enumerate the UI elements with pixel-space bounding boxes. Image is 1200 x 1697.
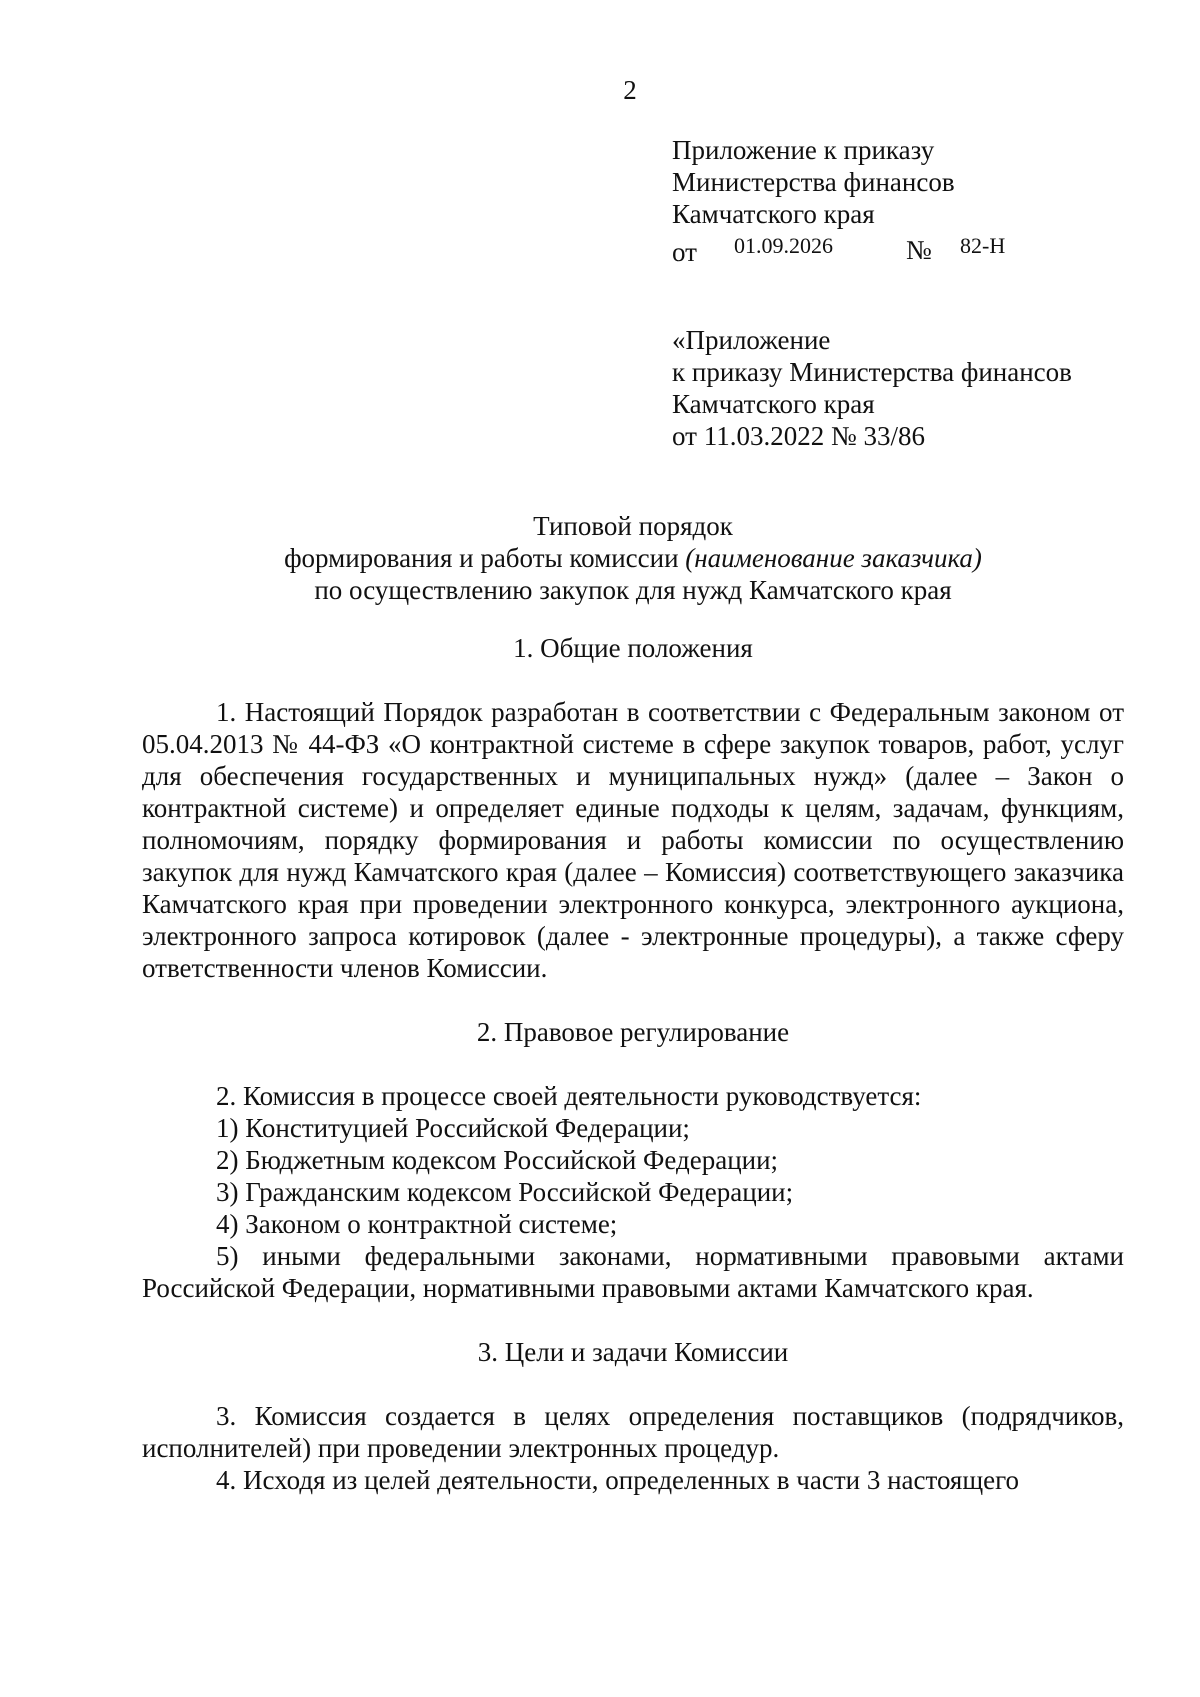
appendix-line: к приказу Министерства финансов [672,357,1072,387]
paragraph: 2. Комиссия в процессе своей деятельности руководствуется: [216,1081,922,1111]
appendix-line: Камчатского края [672,389,875,419]
paragraph: 1. Настоящий Порядок разработан в соответствии с Федеральным законом от 05.04.2013 № 44-ФЗ «О контрактной системе в сфере закупок товаров, работ, услуг для обеспечения государственных и муниципальных нужд» (далее – Закон о контрактной системе) и определяет единые подходы к целям, задачам, функциям, полномочиям, порядку формирования и работы комиссии по осуществлению закупок для нужд Камчатского края (далее – Комиссия) соответствующего заказчика Камчатского края при проведении электронного конкурса, электронного аукциона, электронного запроса котировок (далее - электронные процедуры), а также сферу ответственности членов Комиссии. [142,697,1124,983]
list-item: 3) Гражданским кодексом Российской Федерации; [216,1177,794,1207]
appendix-line: от 11.03.2022 № 33/86 [672,421,925,451]
title-line: Типовой порядок [533,511,733,541]
date-prefix: от [672,237,697,267]
number-sign: № [906,235,932,265]
list-item: 4) Законом о контрактной системе; [216,1209,618,1239]
list-item: 5) иными федеральными законами, нормативными правовыми актами Российской Федерации, нормативными правовыми актами Камчатского края. [142,1241,1124,1303]
order-date: 01.09.2026 [734,233,833,258]
paragraph: 4. Исходя из целей деятельности, определенных в части 3 настоящего [216,1465,1020,1495]
list-item: 2) Бюджетным кодексом Российской Федерации; [216,1145,779,1175]
appendix-line: «Приложение [672,325,831,355]
title-line: по осуществлению закупок для нужд Камчатского края [314,575,952,605]
appendix-previous-order [672,324,1072,452]
section-heading: 2. Правовое регулирование [476,1017,790,1047]
order-date-number-line [672,230,1006,267]
title-italic-placeholder: (наименование заказчика) [685,543,982,573]
order-number: 82-Н [960,233,1006,258]
title-line [142,542,1124,574]
appendix-line: Камчатского края [672,199,875,229]
document-title [142,510,1124,606]
list-item: 1) Конституцией Российской Федерации; [216,1113,690,1143]
section-heading: 1. Общие положения [513,633,753,663]
document-body [142,632,1124,1496]
page-number: 2 [623,75,637,105]
appendix-line: Приложение к приказу [672,135,935,165]
title-text: формирования и работы комиссии [284,543,686,573]
section-heading: 3. Цели и задачи Комиссии [477,1337,789,1367]
appendix-line: Министерства финансов [672,167,955,197]
appendix-current-order [672,134,1006,267]
paragraph: 3. Комиссия создается в целях определения поставщиков (подрядчиков, исполнителей) при проведении электронных процедур. [142,1401,1124,1463]
